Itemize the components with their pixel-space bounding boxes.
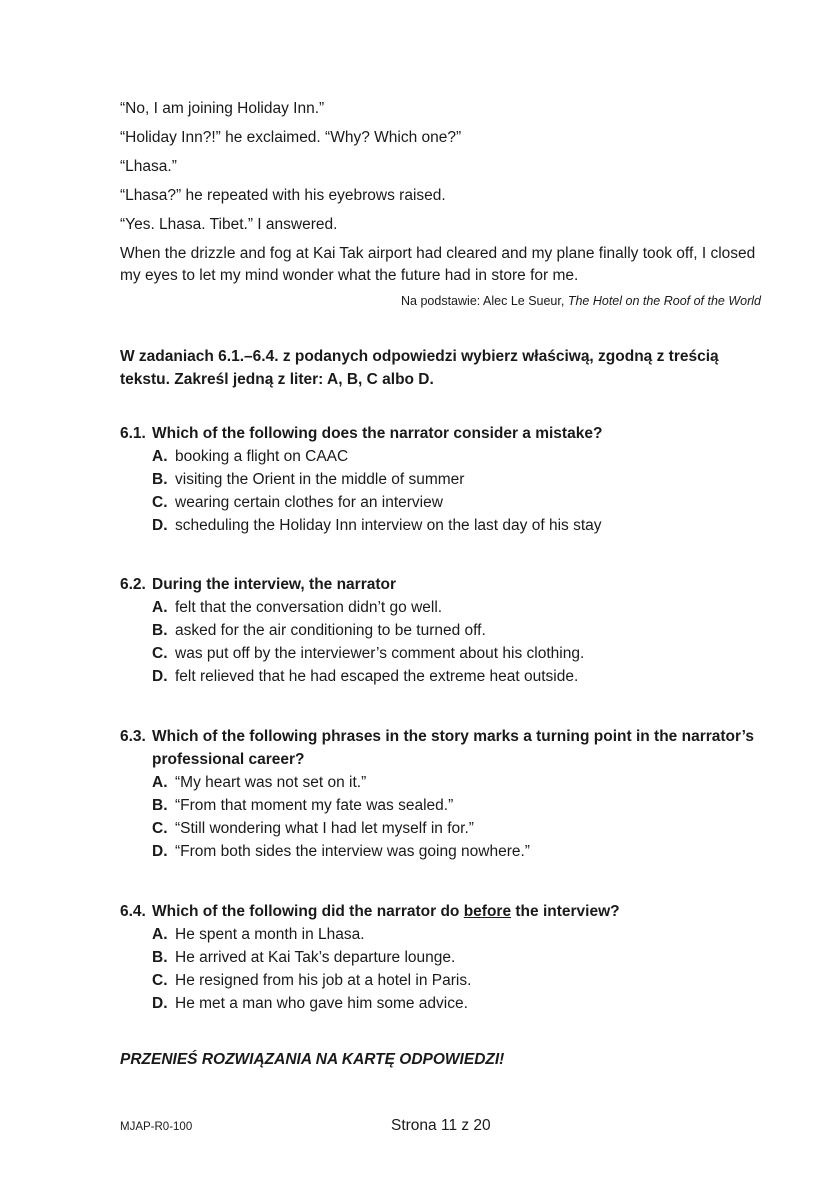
task-6-2 <box>120 573 780 688</box>
answer-option-d[interactable] <box>152 514 780 537</box>
option-text: felt that the conversation didn’t go well. <box>175 599 443 616</box>
answer-option-a[interactable] <box>152 445 780 468</box>
transfer-answers-note: PRZENIEŚ ROZWIĄZANIA NA KARTĘ ODPOWIEDZI! <box>120 1051 505 1068</box>
answer-options <box>120 596 780 688</box>
answer-option-b[interactable] <box>152 468 780 491</box>
answer-options <box>120 445 780 537</box>
option-letter: C. <box>152 494 168 511</box>
answer-option-c[interactable] <box>152 969 780 992</box>
source-prefix: Na podstawie: Alec Le Sueur, <box>401 294 565 308</box>
option-letter: B. <box>152 797 168 814</box>
option-text: “From that moment my fate was sealed.” <box>175 797 454 814</box>
option-letter: A. <box>152 599 168 616</box>
answer-option-d[interactable] <box>152 992 780 1015</box>
task-6-4 <box>120 900 780 1015</box>
option-letter: C. <box>152 820 168 837</box>
option-letter: D. <box>152 995 168 1012</box>
option-text: visiting the Orient in the middle of summer <box>175 471 465 488</box>
option-text: He met a man who gave him some advice. <box>175 995 468 1012</box>
answer-options <box>120 771 780 863</box>
option-letter: B. <box>152 471 168 488</box>
option-letter: A. <box>152 926 168 943</box>
answer-option-b[interactable] <box>152 619 780 642</box>
answer-option-a[interactable] <box>152 923 780 946</box>
option-text: scheduling the Holiday Inn interview on the last day of his stay <box>175 517 602 534</box>
option-letter: B. <box>152 622 168 639</box>
source-title: The Hotel on the Roof of the World <box>567 294 761 308</box>
exam-code: MJAP-R0-100 <box>120 1121 193 1133</box>
answer-option-c[interactable] <box>152 491 780 514</box>
question <box>120 422 780 445</box>
option-letter: D. <box>152 517 168 534</box>
option-text: He spent a month in Lhasa. <box>175 926 365 943</box>
option-text: wearing certain clothes for an interview <box>175 494 443 511</box>
task-instruction: W zadaniach 6.1.–6.4. z podanych odpowiedzi wybierz właściwą, zgodną z treścią tekstu. Zakreśl jedną z liter: A, B, C albo D. <box>120 348 719 388</box>
story-closing-paragraph: When the drizzle and fog at Kai Tak airport had cleared and my plane finally took off, I closed my eyes to let my mind wonder what the future had in store for me. <box>120 245 756 284</box>
answer-option-a[interactable] <box>152 771 780 794</box>
story-line: “No, I am joining Holiday Inn.” <box>120 100 325 117</box>
answer-option-a[interactable] <box>152 596 780 619</box>
option-text: He resigned from his job at a hotel in Paris. <box>175 972 472 989</box>
option-text: “From both sides the interview was going nowhere.” <box>175 843 530 860</box>
question-text: During the interview, the narrator <box>152 576 397 593</box>
story-line: “Lhasa?” he repeated with his eyebrows raised. <box>120 187 446 204</box>
question-text: Which of the following phrases in the story marks a turning point in the narrator’s professional career? <box>152 728 754 768</box>
source-citation <box>401 294 761 308</box>
option-text: booking a flight on CAAC <box>175 448 349 465</box>
story-line: “Yes. Lhasa. Tibet.” I answered. <box>120 216 338 233</box>
task-6-3 <box>120 725 780 863</box>
question <box>120 573 780 596</box>
question <box>120 725 780 771</box>
option-text: felt relieved that he had escaped the extreme heat outside. <box>175 668 579 685</box>
answer-option-b[interactable] <box>152 946 780 969</box>
question-text: Which of the following does the narrator consider a mistake? <box>152 425 603 442</box>
option-text: “My heart was not set on it.” <box>175 774 367 791</box>
option-letter: D. <box>152 843 168 860</box>
answer-option-c[interactable] <box>152 642 780 665</box>
option-letter: B. <box>152 949 168 966</box>
answer-option-b[interactable] <box>152 794 780 817</box>
answer-option-d[interactable] <box>152 840 780 863</box>
option-letter: C. <box>152 972 168 989</box>
option-letter: D. <box>152 668 168 685</box>
question <box>120 900 780 923</box>
answer-option-d[interactable] <box>152 665 780 688</box>
question-text <box>152 900 780 923</box>
option-letter: A. <box>152 448 168 465</box>
question-number: 6.2. <box>120 576 146 593</box>
question-text-before: Which of the following did the narrator do <box>152 903 460 920</box>
option-text: asked for the air conditioning to be turned off. <box>175 622 486 639</box>
story-line: “Holiday Inn?!” he exclaimed. “Why? Which one?” <box>120 129 462 146</box>
question-number: 6.4. <box>120 903 146 920</box>
answer-options <box>120 923 780 1015</box>
answer-option-c[interactable] <box>152 817 780 840</box>
question-text-after: the interview? <box>515 903 620 920</box>
option-text: He arrived at Kai Tak’s departure lounge. <box>175 949 456 966</box>
question-text-underlined: before <box>463 903 512 920</box>
task-6-1 <box>120 422 780 537</box>
page-number: Strona 11 z 20 <box>391 1117 491 1134</box>
story-line: “Lhasa.” <box>120 158 177 175</box>
question-number: 6.1. <box>120 425 146 442</box>
option-text: was put off by the interviewer’s comment about his clothing. <box>175 645 585 662</box>
question-number: 6.3. <box>120 728 146 745</box>
option-text: “Still wondering what I had let myself in for.” <box>175 820 474 837</box>
option-letter: A. <box>152 774 168 791</box>
option-letter: C. <box>152 645 168 662</box>
